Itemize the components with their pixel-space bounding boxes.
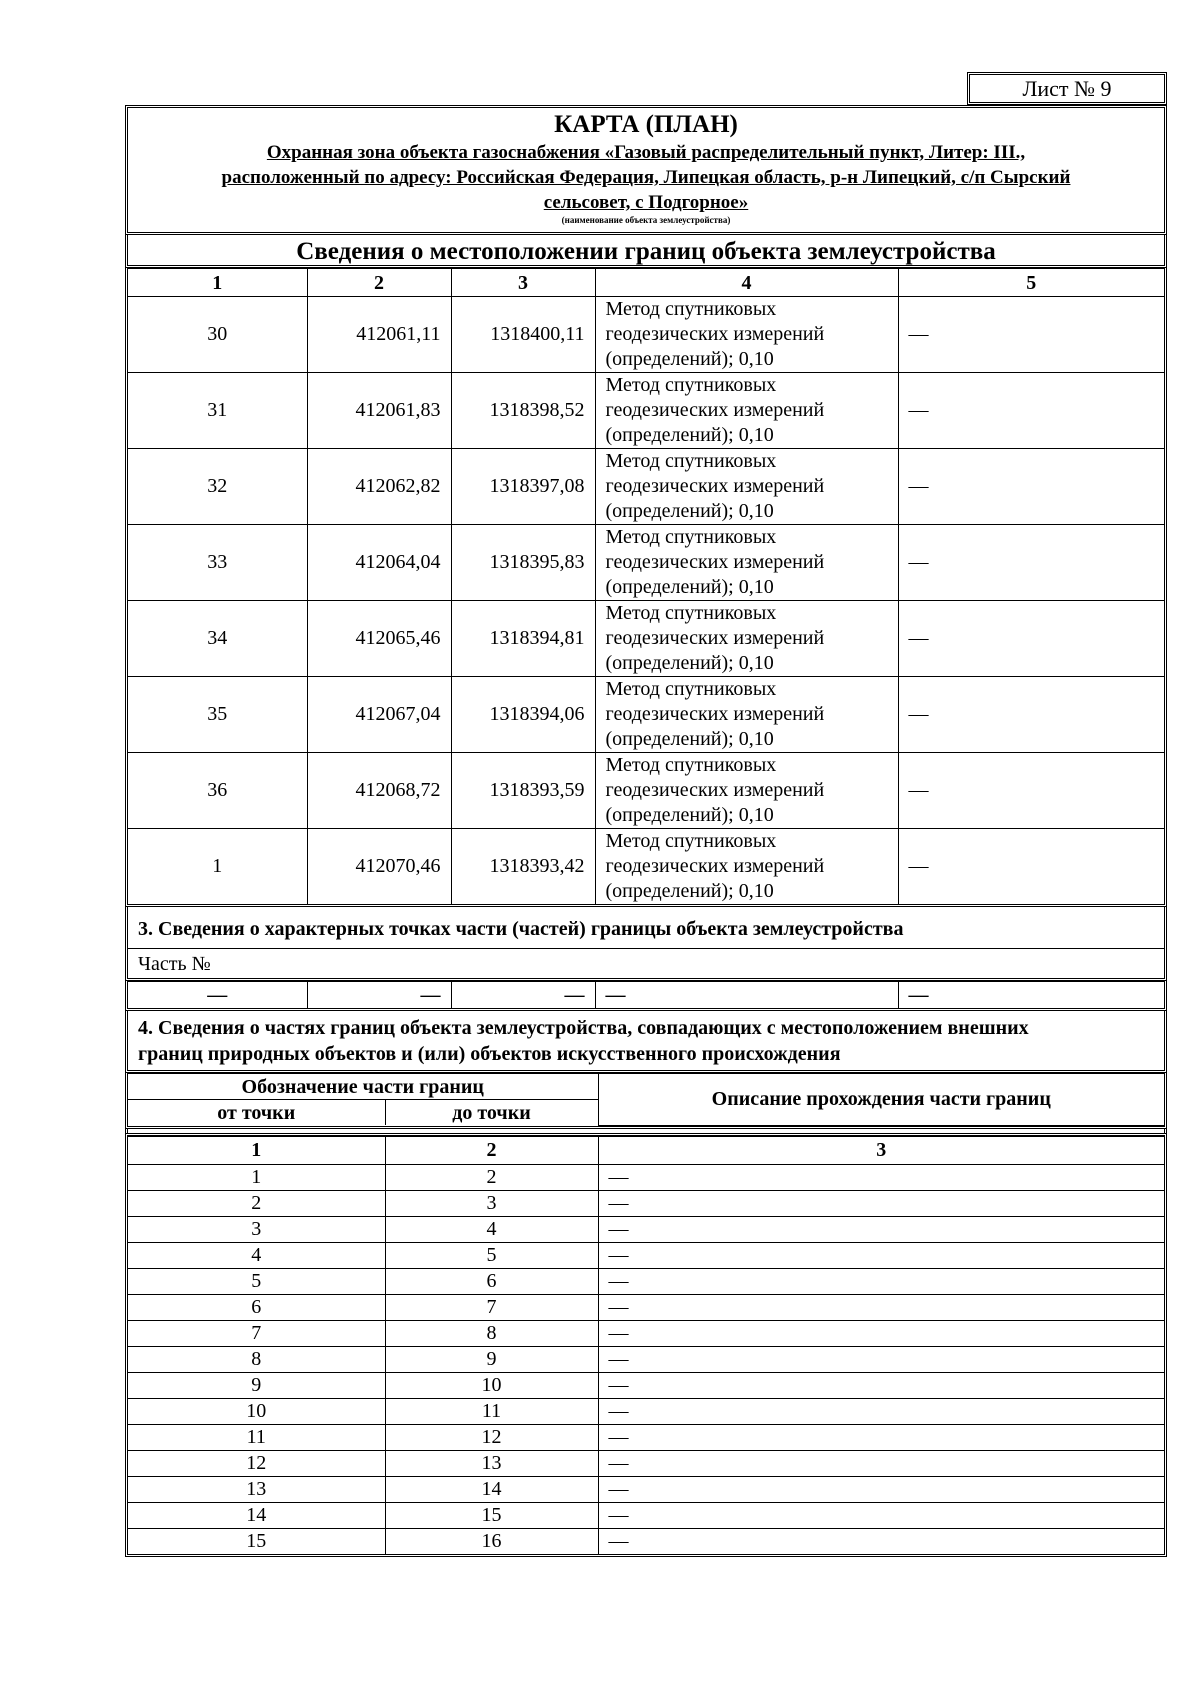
table-cell: —: [595, 982, 898, 1009]
x-coordinate: 412064,04: [307, 525, 451, 601]
point-description: —: [898, 753, 1164, 829]
from-point-header: от точки: [128, 1100, 385, 1126]
point-number: 35: [128, 677, 307, 753]
description-header: Описание прохождения части границ: [598, 1074, 1164, 1126]
point-number: 32: [128, 449, 307, 525]
column-number: 2: [307, 269, 451, 297]
from-point: 15: [128, 1528, 385, 1554]
boundary-description: —: [598, 1450, 1164, 1476]
method-line: Метод спутниковых: [605, 298, 777, 320]
section-3: [125, 907, 1167, 981]
location-table: [125, 268, 1167, 907]
table-row: [128, 829, 1164, 905]
to-point: 10: [385, 1372, 598, 1398]
document-header: [125, 105, 1167, 235]
table-row: [128, 1164, 1164, 1190]
x-coordinate: 412070,46: [307, 829, 451, 905]
table-row: [128, 525, 1164, 601]
method-line: геодезических измерений: [605, 399, 825, 421]
table-row: [128, 1320, 1164, 1346]
to-point: 7: [385, 1294, 598, 1320]
y-coordinate: 1318394,06: [451, 677, 595, 753]
method-line: (определений); 0,10: [605, 880, 774, 902]
y-coordinate: 1318393,42: [451, 829, 595, 905]
method-line: (определений); 0,10: [605, 652, 774, 674]
from-point: 12: [128, 1450, 385, 1476]
to-point: 15: [385, 1502, 598, 1528]
point-description: —: [898, 297, 1164, 373]
method-line: геодезических измерений: [605, 855, 825, 877]
section-3-table: [125, 981, 1167, 1011]
table-row: [128, 601, 1164, 677]
boundary-description: —: [598, 1216, 1164, 1242]
point-number: 30: [128, 297, 307, 373]
column-number-row: [128, 269, 1164, 297]
point-description: —: [898, 677, 1164, 753]
from-point: 6: [128, 1294, 385, 1320]
x-coordinate: 412067,04: [307, 677, 451, 753]
method-line: (определений); 0,10: [605, 728, 774, 750]
to-point: 12: [385, 1424, 598, 1450]
column-number: 5: [898, 269, 1164, 297]
from-point: 3: [128, 1216, 385, 1242]
point-number: 1: [128, 829, 307, 905]
boundary-description: —: [598, 1242, 1164, 1268]
table-row: [128, 1346, 1164, 1372]
method-line: Метод спутниковых: [605, 450, 777, 472]
point-description: —: [898, 525, 1164, 601]
location-section-title: Сведения о местоположении границ объекта землеустройства: [125, 235, 1167, 268]
boundary-description: —: [598, 1346, 1164, 1372]
determination-method: [595, 677, 898, 753]
from-point: 4: [128, 1242, 385, 1268]
to-point: 16: [385, 1528, 598, 1554]
from-point: 11: [128, 1424, 385, 1450]
table-row: [128, 1450, 1164, 1476]
object-name-line-2: расположенный по адресу: Российская Федерация, Липецкая область, р-н Липецкий, с/п Сырский: [221, 167, 1071, 188]
table-cell: —: [451, 982, 595, 1009]
method-line: Метод спутниковых: [605, 374, 777, 396]
y-coordinate: 1318393,59: [451, 753, 595, 829]
column-number: 4: [595, 269, 898, 297]
boundary-description: —: [598, 1372, 1164, 1398]
table-row: [128, 1476, 1164, 1502]
x-coordinate: 412061,83: [307, 373, 451, 449]
to-point: 4: [385, 1216, 598, 1242]
sheet-number: Лист № 9: [967, 72, 1167, 105]
boundary-table: [125, 1133, 1167, 1557]
point-number: 31: [128, 373, 307, 449]
table-row: [128, 373, 1164, 449]
from-point: 1: [128, 1164, 385, 1190]
table-row: [128, 1268, 1164, 1294]
section-4-title: [125, 1011, 1167, 1073]
to-point: 8: [385, 1320, 598, 1346]
method-line: (определений); 0,10: [605, 348, 774, 370]
y-coordinate: 1318398,52: [451, 373, 595, 449]
to-point: 14: [385, 1476, 598, 1502]
method-line: геодезических измерений: [605, 627, 825, 649]
determination-method: [595, 525, 898, 601]
from-point: 14: [128, 1502, 385, 1528]
point-number: 34: [128, 601, 307, 677]
from-point: 7: [128, 1320, 385, 1346]
object-name-line-3: сельсовет, с Подгорное»: [543, 192, 749, 213]
table-row: [128, 1398, 1164, 1424]
document-title: КАРТА (ПЛАН): [554, 111, 738, 138]
y-coordinate: 1318395,83: [451, 525, 595, 601]
table-cell: —: [128, 982, 307, 1009]
table-row: [128, 753, 1164, 829]
boundary-description: —: [598, 1398, 1164, 1424]
section-4-title-line-2: границ природных объектов и (или) объектов искусственного происхождения: [138, 1043, 841, 1065]
x-coordinate: 412062,82: [307, 449, 451, 525]
boundary-description: —: [598, 1164, 1164, 1190]
to-point-header: до точки: [385, 1100, 598, 1126]
determination-method: [595, 449, 898, 525]
method-line: геодезических измерений: [605, 475, 825, 497]
column-number: 1: [128, 269, 307, 297]
boundary-description: —: [598, 1294, 1164, 1320]
method-line: геодезических измерений: [605, 703, 825, 725]
from-point: 2: [128, 1190, 385, 1216]
method-line: геодезических измерений: [605, 779, 825, 801]
x-coordinate: 412061,11: [307, 297, 451, 373]
to-point: 9: [385, 1346, 598, 1372]
method-line: Метод спутниковых: [605, 526, 777, 548]
y-coordinate: 1318397,08: [451, 449, 595, 525]
boundary-description: —: [598, 1268, 1164, 1294]
section-3-title: 3. Сведения о характерных точках части (частей) границы объекта землеустройства: [138, 918, 904, 940]
part-number-label: Часть №: [128, 948, 1164, 978]
x-coordinate: 412068,72: [307, 753, 451, 829]
table-row: [128, 1216, 1164, 1242]
object-name-line-1: Охранная зона объекта газоснабжения «Газовый распределительный пункт, Литер: III.,: [266, 142, 1026, 163]
boundary-description: —: [598, 1320, 1164, 1346]
document-body: [125, 105, 1167, 1557]
table-row: [128, 1372, 1164, 1398]
boundary-description: —: [598, 1190, 1164, 1216]
point-description: —: [898, 449, 1164, 525]
table-row: [128, 982, 1164, 1009]
table-row: [128, 449, 1164, 525]
section-4-title-line-1: 4. Сведения о частях границ объекта землеустройства, совпадающих с местоположением внешних: [138, 1017, 1029, 1039]
boundary-description: —: [598, 1502, 1164, 1528]
table-cell: —: [307, 982, 451, 1009]
boundary-header-table: [125, 1073, 1167, 1129]
to-point: 6: [385, 1268, 598, 1294]
table-row: [128, 677, 1164, 753]
point-description: —: [898, 373, 1164, 449]
determination-method: [595, 753, 898, 829]
to-point: 5: [385, 1242, 598, 1268]
column-number-row: [128, 1136, 1164, 1164]
table-row: [128, 1424, 1164, 1450]
method-line: (определений); 0,10: [605, 576, 774, 598]
table-row: [128, 1242, 1164, 1268]
method-line: Метод спутниковых: [605, 754, 777, 776]
table-row: [128, 1294, 1164, 1320]
table-row: [128, 1528, 1164, 1554]
method-line: (определений); 0,10: [605, 804, 774, 826]
method-line: (определений); 0,10: [605, 424, 774, 446]
header-row: [128, 1074, 1164, 1100]
x-coordinate: 412065,46: [307, 601, 451, 677]
to-point: 11: [385, 1398, 598, 1424]
y-coordinate: 1318394,81: [451, 601, 595, 677]
point-number: 36: [128, 753, 307, 829]
from-point: 8: [128, 1346, 385, 1372]
point-description: —: [898, 829, 1164, 905]
boundary-description: —: [598, 1424, 1164, 1450]
from-point: 13: [128, 1476, 385, 1502]
designation-header: Обозначение части границ: [128, 1074, 598, 1100]
determination-method: [595, 829, 898, 905]
table-cell: —: [898, 982, 1164, 1009]
determination-method: [595, 297, 898, 373]
method-line: геодезических измерений: [605, 323, 825, 345]
boundary-description: —: [598, 1528, 1164, 1554]
column-number: 2: [385, 1136, 598, 1164]
method-line: Метод спутниковых: [605, 602, 777, 624]
from-point: 10: [128, 1398, 385, 1424]
table-row: [128, 1502, 1164, 1528]
y-coordinate: 1318400,11: [451, 297, 595, 373]
table-row: [128, 1190, 1164, 1216]
boundary-description: —: [598, 1476, 1164, 1502]
method-line: Метод спутниковых: [605, 830, 777, 852]
determination-method: [595, 601, 898, 677]
point-number: 33: [128, 525, 307, 601]
determination-method: [595, 373, 898, 449]
method-line: (определений); 0,10: [605, 500, 774, 522]
point-description: —: [898, 601, 1164, 677]
table-row: [128, 297, 1164, 373]
column-number: 1: [128, 1136, 385, 1164]
method-line: Метод спутниковых: [605, 678, 777, 700]
method-line: геодезических измерений: [605, 551, 825, 573]
to-point: 13: [385, 1450, 598, 1476]
from-point: 5: [128, 1268, 385, 1294]
object-name-caption: (наименование объекта землеустройства): [561, 215, 731, 225]
to-point: 3: [385, 1190, 598, 1216]
column-number: 3: [598, 1136, 1164, 1164]
column-number: 3: [451, 269, 595, 297]
from-point: 9: [128, 1372, 385, 1398]
to-point: 2: [385, 1164, 598, 1190]
